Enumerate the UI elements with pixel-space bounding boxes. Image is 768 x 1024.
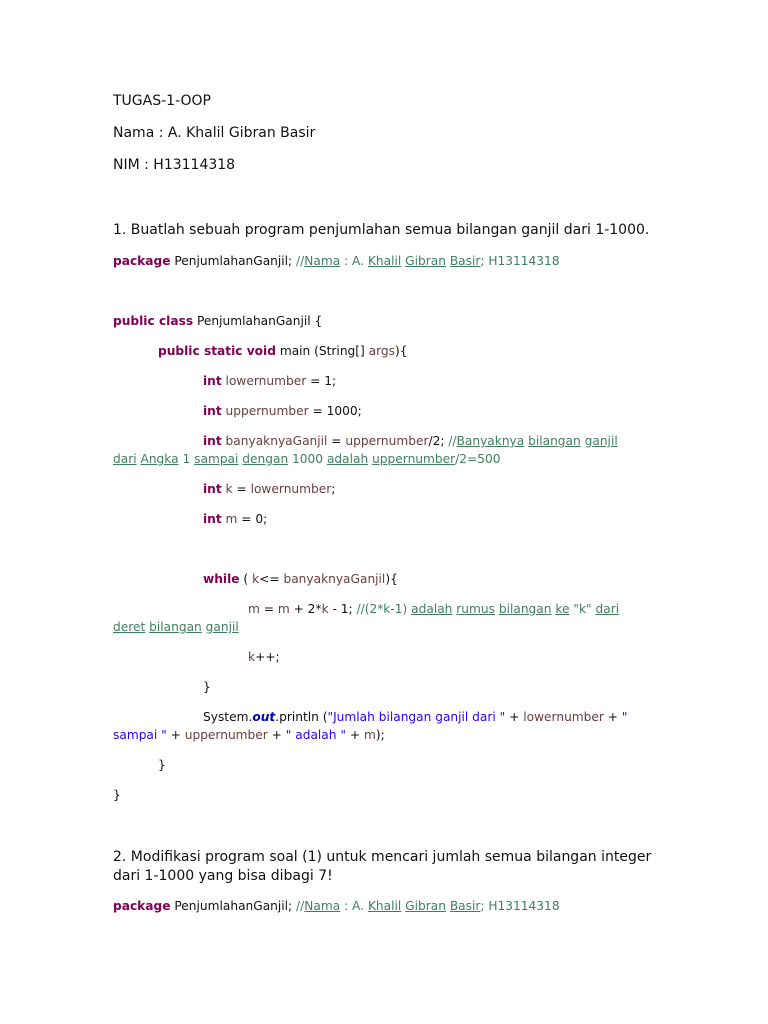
comment-word: Basir: [449, 254, 481, 268]
println-prefix: System.: [203, 710, 253, 724]
comment-word: ganjil: [205, 620, 239, 634]
println-end: );: [375, 728, 385, 742]
comment-word: bilangan: [528, 434, 581, 448]
comment-word: dengan: [242, 452, 289, 466]
comment-word: Gibran: [405, 254, 446, 268]
banyaknya-comment-part2: [113, 450, 500, 468]
comment-word: Nama: [304, 899, 341, 913]
comment-word: Basir: [449, 899, 481, 913]
comment-text: //(2*k-1): [356, 602, 412, 616]
expr-end: - 1;: [328, 602, 357, 616]
string-literal: " adalah ": [285, 728, 346, 742]
keyword-while: while: [203, 572, 240, 586]
keyword-int: int: [203, 374, 222, 388]
assign-op: =: [327, 434, 346, 448]
code-println-line-2: [113, 726, 385, 744]
comment-word: bilangan: [149, 620, 202, 634]
question-1: 1. Buatlah sebuah program penjumlahan semua bilangan ganjil dari 1-1000.: [113, 222, 650, 238]
comment-text: : A.: [340, 899, 368, 913]
while-open: (: [239, 572, 253, 586]
keyword-package: package: [113, 899, 171, 913]
code-package-line: [113, 252, 560, 270]
assign-value: = 0;: [237, 512, 268, 526]
keyword-int: int: [203, 404, 222, 418]
var-lowernumber: lowernumber: [250, 482, 332, 496]
statement-end: ;: [331, 482, 336, 496]
assign-value: = 1000;: [308, 404, 362, 418]
comment-word: ganjil: [584, 434, 618, 448]
student-name: Nama : A. Khalil Gibran Basir: [113, 125, 316, 141]
assignment-title: TUGAS-1-OOP: [113, 93, 211, 109]
comment-word: sampai: [194, 452, 239, 466]
while-close: ){: [385, 572, 398, 586]
comment-word: Nama: [304, 254, 341, 268]
close-brace-while: }: [203, 680, 211, 694]
comment-word: adalah: [326, 452, 369, 466]
comment-text: : A.: [340, 254, 368, 268]
var-lowernumber: lowernumber: [221, 374, 307, 388]
question-2-line-2: dari 1-1000 yang bisa dibagi 7!: [113, 868, 333, 884]
comment-word: dari: [113, 452, 137, 466]
var-uppernumber: uppernumber: [345, 434, 429, 448]
assign-op: =: [259, 602, 278, 616]
println-call: .println (: [275, 710, 328, 724]
package-name: PenjumlahanGanjil;: [170, 899, 297, 913]
comment-word: deret: [113, 620, 146, 634]
var-m: m: [248, 602, 260, 616]
code-while-line: [203, 570, 398, 588]
comment-word: adalah: [411, 602, 453, 616]
var-k: k: [248, 650, 256, 664]
string-literal: ": [621, 710, 628, 724]
code-main-line: [158, 342, 408, 360]
comment-word: Gibran: [405, 899, 446, 913]
keyword-int: int: [203, 434, 222, 448]
comment-text: ; H13114318: [480, 254, 560, 268]
var-m: m: [363, 728, 376, 742]
plus-op: +: [345, 728, 364, 742]
close-brace-class: }: [113, 788, 121, 802]
code-lowernumber-line: [203, 372, 336, 390]
comment-word: bilangan: [498, 602, 552, 616]
comment-text: "k": [569, 602, 596, 616]
compare-op: <=: [259, 572, 284, 586]
close-brace-main: }: [158, 758, 166, 772]
comment-word: dari: [595, 602, 620, 616]
plus-op: +: [603, 710, 622, 724]
var-uppernumber: uppernumber: [184, 728, 268, 742]
var-args: args: [368, 344, 396, 358]
code-m-assign-line: [248, 600, 619, 618]
class-name: PenjumlahanGanjil {: [193, 314, 323, 328]
student-nim: NIM : H13114318: [113, 157, 236, 173]
expr-op: + 2*: [289, 602, 322, 616]
var-m: m: [221, 512, 238, 526]
comment-text: ; H13114318: [480, 899, 560, 913]
m-comment-part1: [356, 602, 619, 616]
plus-op: +: [505, 710, 524, 724]
assign-op: =: [232, 482, 251, 496]
keyword-int: int: [203, 512, 222, 526]
package-comment: [296, 254, 560, 268]
comment-word: uppernumber: [372, 452, 456, 466]
package-name: PenjumlahanGanjil;: [170, 254, 297, 268]
var-m: m: [277, 602, 290, 616]
m-comment-part2: [113, 618, 239, 636]
comment-slashes: //: [296, 254, 305, 268]
var-k: k: [321, 602, 329, 616]
code-kpp-line: [248, 648, 280, 666]
comment-word: Banyaknya: [456, 434, 525, 448]
var-banyaknyaganjil: banyaknyaGanjil: [283, 572, 386, 586]
main-signature: main (String[]: [275, 344, 369, 358]
var-banyaknyaganjil: banyaknyaGanjil: [221, 434, 328, 448]
increment-op: ++;: [255, 650, 280, 664]
assign-value: = 1;: [306, 374, 337, 388]
package-comment: [296, 899, 560, 913]
comment-text: 1: [178, 452, 195, 466]
comment-text: /2=500: [455, 452, 501, 466]
question-2-line-1: 2. Modifikasi program soal (1) untuk mencari jumlah semua bilangan integer: [113, 849, 652, 865]
code-println-line: [203, 708, 627, 726]
code-banyaknya-line: [203, 432, 618, 450]
comment-slashes: //: [296, 899, 305, 913]
keyword-public-class: public class: [113, 314, 194, 328]
banyaknya-comment-part1: [448, 434, 617, 448]
code-uppernumber-line: [203, 402, 362, 420]
var-uppernumber: uppernumber: [221, 404, 309, 418]
field-out: out: [252, 710, 276, 724]
code-m-line: [203, 510, 267, 528]
comment-slashes: //: [448, 434, 457, 448]
string-literal: sampai ": [113, 728, 167, 742]
comment-word: Angka: [140, 452, 179, 466]
var-k: k: [252, 572, 260, 586]
code-k-line: [203, 480, 335, 498]
string-literal: "Jumlah bilangan ganjil dari ": [327, 710, 506, 724]
comment-word: rumus: [456, 602, 495, 616]
plus-op: +: [267, 728, 286, 742]
divide-op: /2;: [428, 434, 449, 448]
keyword-package: package: [113, 254, 171, 268]
var-k: k: [221, 482, 233, 496]
comment-word: ke: [555, 602, 570, 616]
keyword-public-static-void: public static void: [158, 344, 276, 358]
keyword-int: int: [203, 482, 222, 496]
comment-word: Khalil: [367, 899, 402, 913]
code-package-line-2: [113, 897, 560, 915]
code-class-line: [113, 312, 322, 330]
var-lowernumber: lowernumber: [523, 710, 604, 724]
comment-word: Khalil: [367, 254, 402, 268]
comment-text: 1000: [288, 452, 327, 466]
main-signature-end: ){: [395, 344, 408, 358]
plus-op: +: [166, 728, 185, 742]
